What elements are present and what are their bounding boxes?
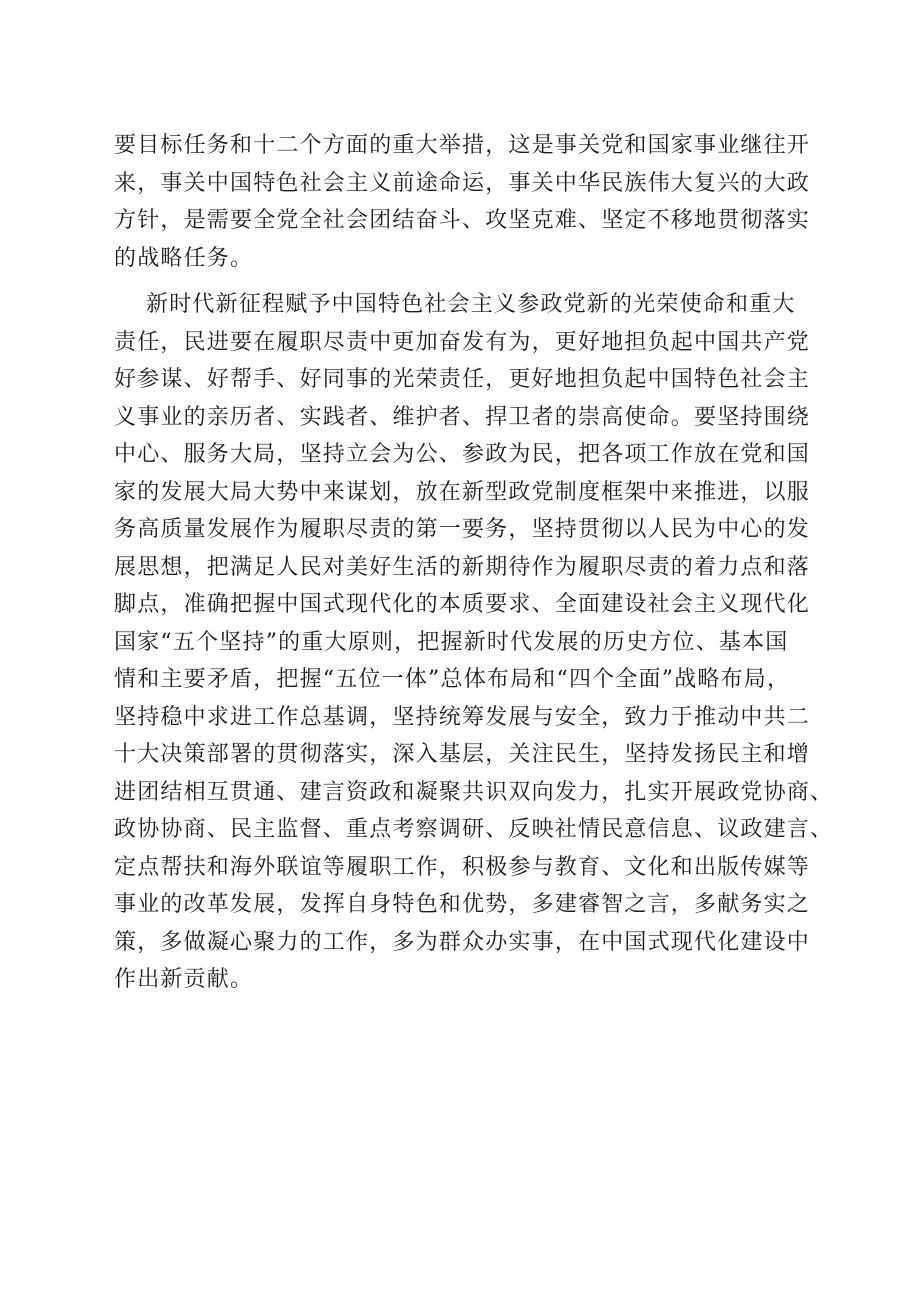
text-line: 方针，是需要全党全社会团结奋斗、攻坚克难、坚定不移地贯彻落实: [114, 208, 811, 233]
text-line: 责任，民进要在履职尽责中更加奋发有为，更好地担负起中国共产党: [114, 329, 811, 355]
text-line: 展思想，把满足人民对美好生活的新期待作为履职尽责的着力点和落: [114, 554, 811, 580]
text-line: 的战略任务。: [114, 245, 254, 271]
text-line: 进团结相互贯通、建言资政和凝聚共识双向发力，扎实开展政党协商、: [114, 779, 834, 805]
text-line: 政协协商、民主监督、重点考察调研、反映社情民意信息、议政建言、: [114, 817, 834, 842]
paragraph-2: [114, 286, 834, 999]
text-line: 十大决策部署的贯彻落实，深入基层，关注民生，坚持发扬民主和增: [114, 742, 811, 767]
text-line: 中心、服务大局，坚持立会为公、参政为民，把各项工作放在党和国: [114, 442, 811, 467]
text-line: 作出新贡献。: [114, 967, 254, 992]
paragraph-spacer: [114, 277, 804, 286]
text-line-first: 新时代新征程赋予中国特色社会主义参政党新的光荣使命和重大: [146, 292, 796, 317]
text-line: 坚持稳中求进工作总基调，坚持统筹发展与安全，致力于推动中共二: [114, 704, 811, 730]
text-line: 义事业的亲历者、实践者、维护者、捍卫者的崇高使命。要坚持围绕: [114, 404, 811, 430]
text-line: 策，多做凝心聚力的工作，多为群众办实事，在中国式现代化建设中: [114, 929, 811, 955]
text-line: 家的发展大局大势中来谋划，放在新型政党制度框架中来推进，以服: [114, 479, 811, 505]
text-line: 国家“五个坚持”的重大原则，把握新时代发展的历史方位、基本国: [114, 629, 789, 655]
text-line: 事业的改革发展，发挥自身特色和优势，多建睿智之言，多献务实之: [114, 892, 811, 917]
text-line: 好参谋、好帮手、好同事的光荣责任，更好地担负起中国特色社会主: [114, 367, 811, 392]
text-line: 脚点，准确把握中国式现代化的本质要求、全面建设社会主义现代化: [114, 592, 811, 617]
text-line: 务高质量发展作为履职尽责的第一要务，坚持贯彻以人民为中心的发: [114, 517, 811, 542]
body-text: [114, 127, 834, 999]
paragraph-1: [114, 127, 811, 277]
text-line: 定点帮扶和海外联谊等履职工作，积极参与教育、文化和出版传媒等: [114, 854, 811, 880]
text-line: 来，事关中国特色社会主义前途命运，事关中华民族伟大复兴的大政: [114, 170, 811, 196]
text-line: 情和主要矛盾，把握“五位一体”总体布局和“四个全面”战略布局，: [114, 667, 791, 692]
text-line: 要目标任务和十二个方面的重大举措，这是事关党和国家事业继往开: [114, 133, 811, 158]
